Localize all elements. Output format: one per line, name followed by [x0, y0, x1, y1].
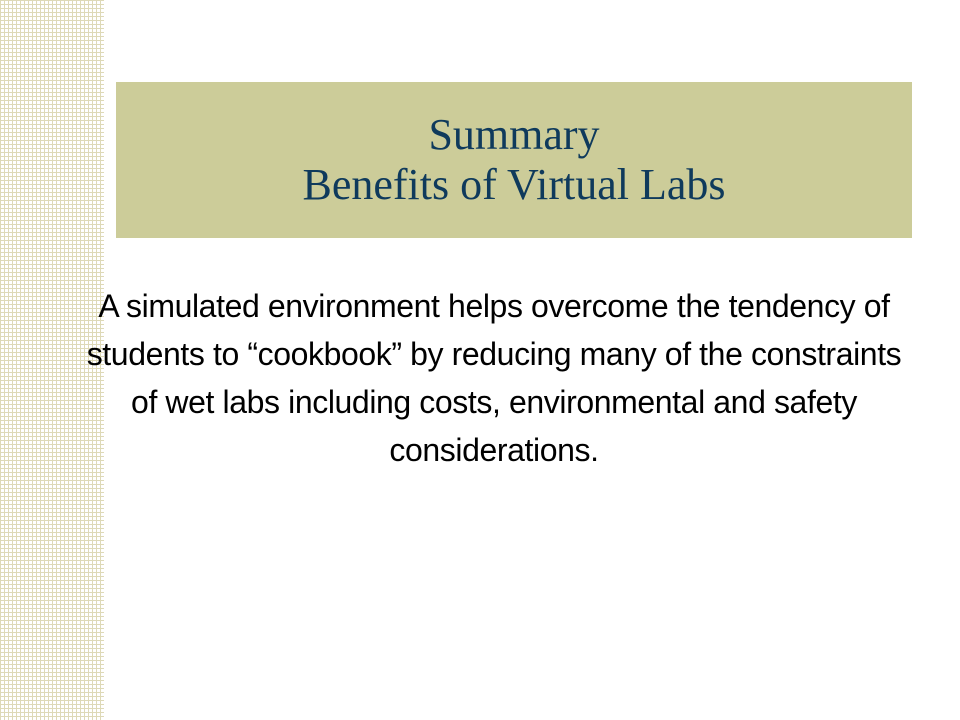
slide-title: Summary [428, 110, 600, 159]
title-banner [116, 82, 912, 238]
slide-subtitle: Benefits of Virtual Labs [302, 160, 726, 209]
slide-body-text: A simulated environment helps overcome the tendency of students to “cookbook” by reducing many of the constraints of wet labs including costs, environmental and safety considerations. [86, 288, 902, 468]
